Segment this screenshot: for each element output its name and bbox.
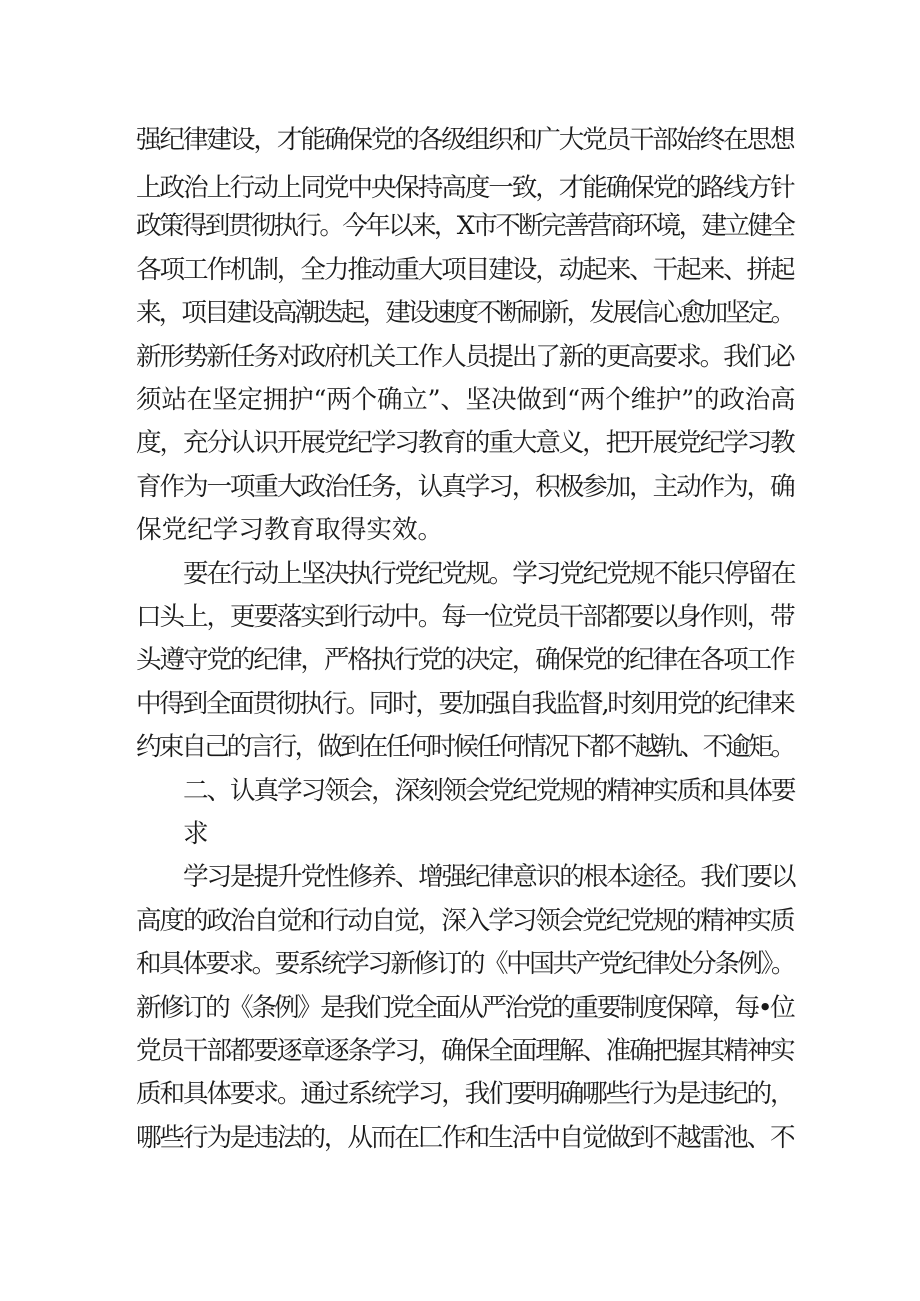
section-heading-line-1: 二、认真学习领会，深刻领会党纪党规的精神实质和具体要: [183, 776, 795, 806]
p2-line-2: 口头上，更要落实到行动中。每一位党员干部都要以身作则，带: [136, 602, 794, 632]
section-heading-line-2: 求: [183, 819, 209, 849]
p3-line-6: 质和具体要求。通过系统学习，我们要明确哪些行为是违纪的，: [136, 1079, 794, 1109]
p1-line-5: 来，项目建设高潮迭起，建设速度不断刷新，发展信心愈加坚定。: [136, 298, 794, 328]
p1-line-3: 政策得到贯彻执行。今年以来，X市不断完善营商环境，建立健全: [136, 211, 794, 241]
p3-line-1: 学习是提升党性修养、增强纪律意识的根本途径。我们要以: [183, 862, 795, 892]
p1-line-2: 上政治上行动上同党中央保持高度一致，才能确保党的路线方针: [136, 173, 794, 203]
p1-line-1: 强纪律建设，才能确保党的各级组织和广大党员干部始终在思想: [136, 125, 794, 155]
p2-line-1: 要在行动上坚决执行党纪党规。学习党纪党规不能只停留在: [183, 559, 795, 589]
p1-line-10: 保党纪学习教育取得实效。: [136, 515, 444, 545]
p1-line-4: 各项工作机制，全力推动重大项目建设，动起来、干起来、拼起: [136, 255, 794, 285]
p2-line-3: 头遵守党的纪律，严格执行党的决定，确保党的纪律在各项工作: [136, 645, 794, 675]
p1-line-7: 须站在坚定拥护“两个确立”、坚决做到“两个维护”的政治高: [136, 385, 796, 415]
p3-line-7: 哪些行为是违法的，从而在匚作和生活中自觉做到不越雷池、不: [136, 1123, 794, 1153]
p1-line-9: 育作为一项重大政治任务，认真学习，积极参加，主动作为，确: [136, 472, 794, 502]
p1-line-8: 度，充分认识开展党纪学习教育的重大意义，把开展党纪学习教: [136, 428, 794, 458]
p3-line-3: 和具体要求。要系统学习新修订的《中国共产党纪律处分条例》。: [136, 949, 794, 979]
p2-line-4: 中得到全面贯彻执行。同时，要加强自我监督,时刻用党的纪律来: [136, 689, 794, 719]
p3-line-2: 高度的政治自觉和行动自觉，深入学习领会党纪党规的精神实质: [136, 906, 794, 936]
p3-line-5: 党员干部都要逐章逐条学习，确保全面理解、准确把握其精神实: [136, 1036, 794, 1066]
p1-line-6: 新形势新任务对政府机关工作人员提出了新的更高要求。我们必: [136, 342, 794, 372]
p2-line-5: 约束自己的言行，做到在任何时候任何情况下都不越轨、不逾矩。: [136, 732, 794, 762]
p3-line-4: 新修订的《条例》是我们党全面从严治党的重要制度保障，每•位: [136, 993, 794, 1023]
